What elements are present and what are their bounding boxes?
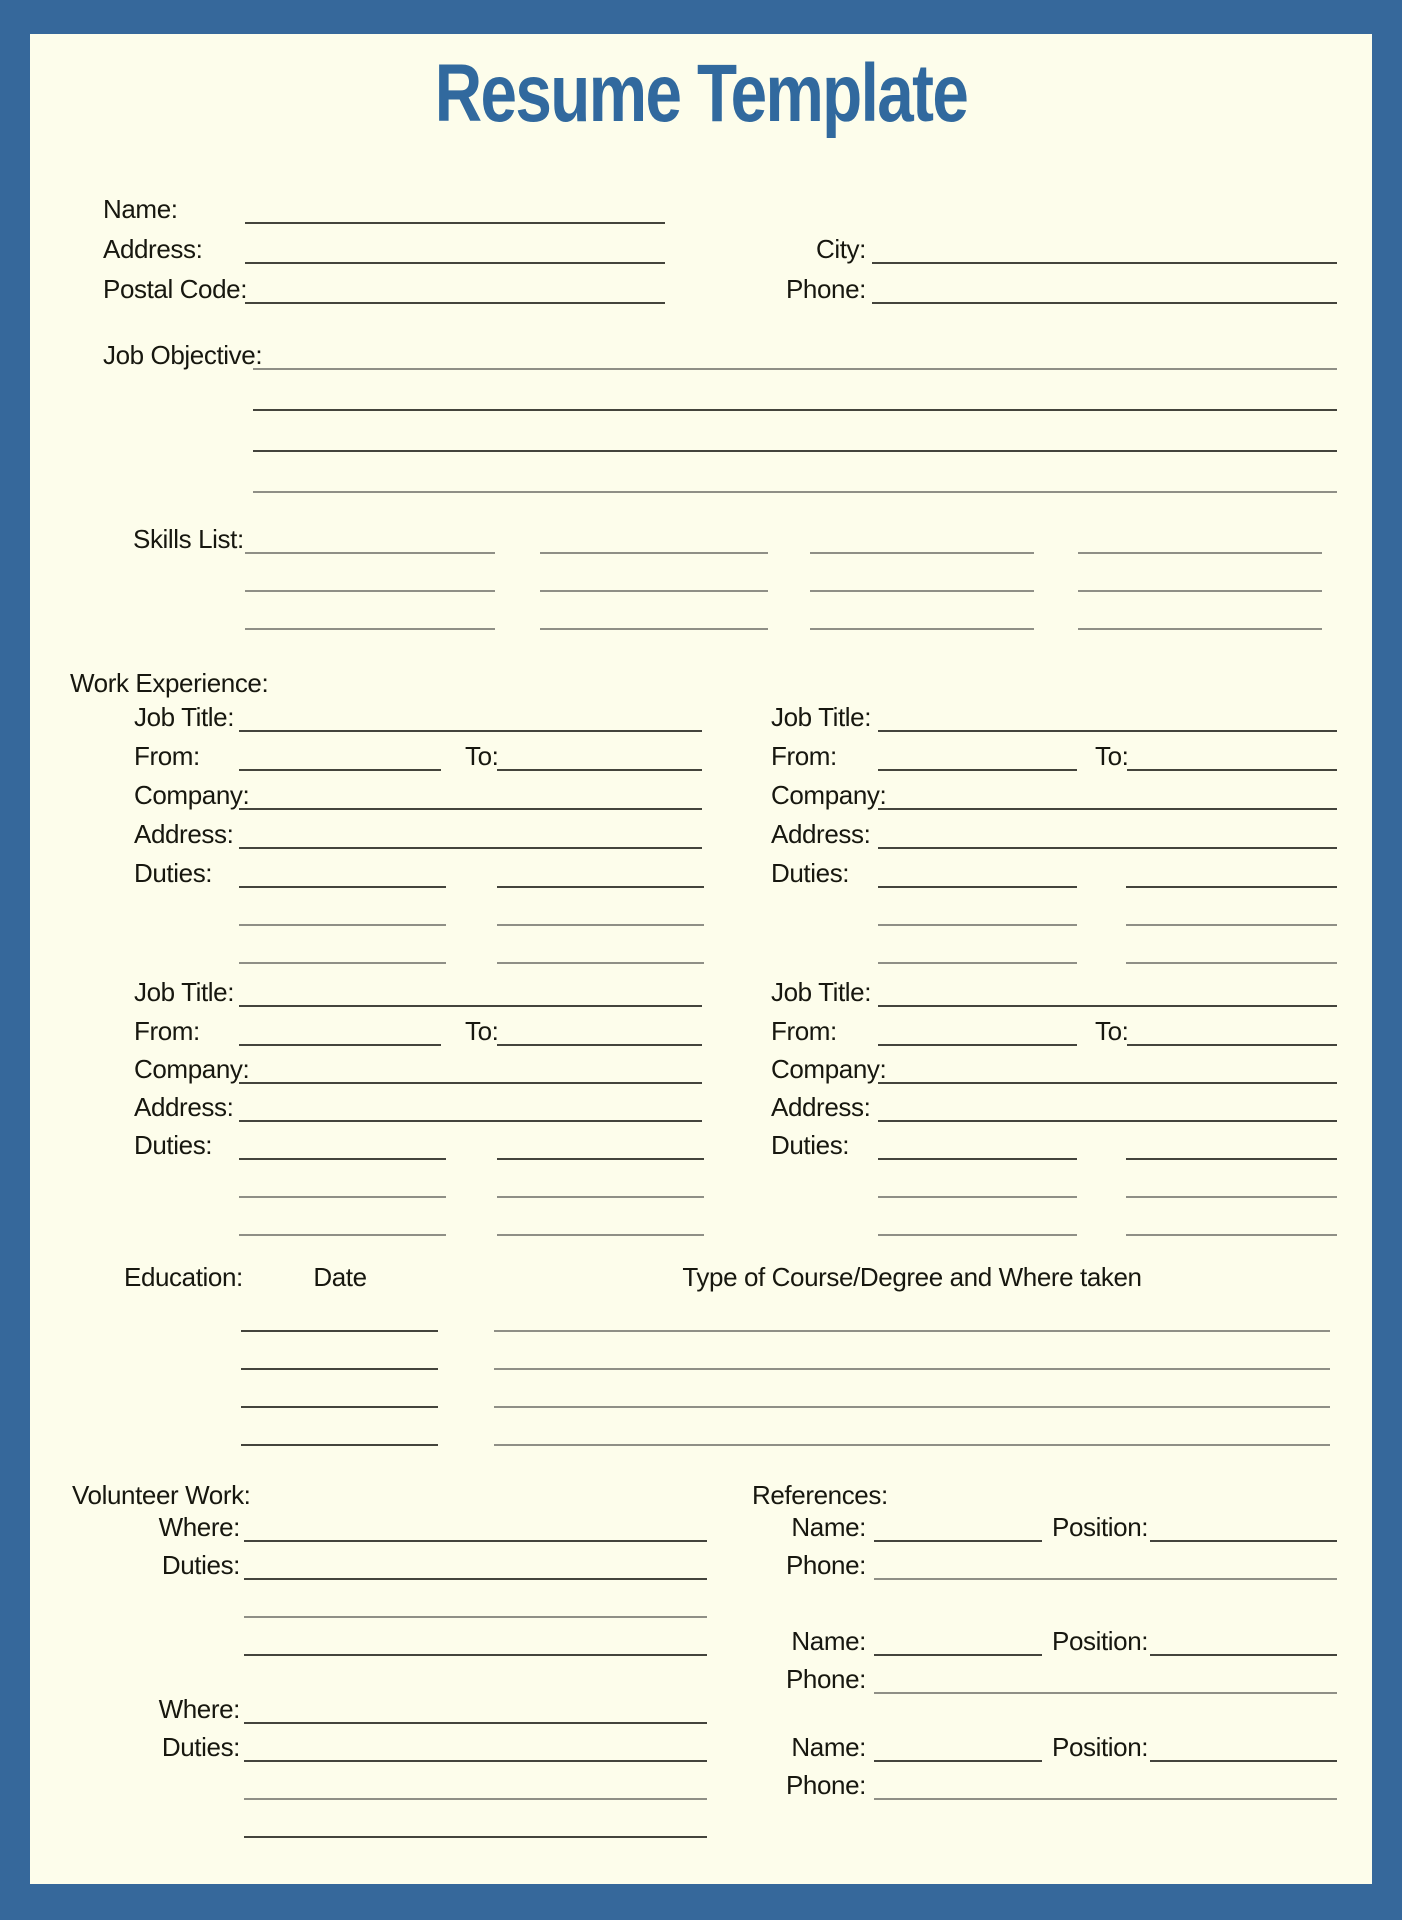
skills-line-r1c4[interactable] [1078,552,1322,554]
exp3-from-label: From: [134,1016,200,1046]
skills-line-r2c4[interactable] [1078,590,1322,592]
exp3-duties-line-r1b[interactable] [497,1158,704,1160]
job-objective-line-2[interactable] [253,409,1337,411]
education-date-line-4[interactable] [241,1444,438,1446]
exp4-duties-line-r1b[interactable] [1126,1158,1337,1160]
exp1-duties-line-r1b[interactable] [497,886,704,888]
volunteer2-where-label: Where: [158,1694,240,1724]
skills-line-r3c2[interactable] [540,628,768,630]
ref2-phone-line[interactable] [874,1692,1337,1694]
ref1-position-label: Position: [1052,1512,1149,1542]
exp1-duties-line-r1a[interactable] [239,886,446,888]
postal-code-label: Postal Code: [103,274,248,304]
exp1-address-label: Address: [134,819,234,849]
exp1-address-line[interactable] [239,847,702,849]
ref1-position-line[interactable] [1150,1540,1337,1542]
skills-line-r1c2[interactable] [540,552,768,554]
exp3-duties-line-r3b[interactable] [497,1234,704,1236]
ref3-name-label: Name: [791,1732,866,1762]
skills-line-r3c4[interactable] [1078,628,1322,630]
volunteer-work-label: Volunteer Work: [72,1480,251,1510]
skills-line-r2c3[interactable] [810,590,1034,592]
ref2-name-line[interactable] [874,1654,1042,1656]
ref2-position-line[interactable] [1150,1654,1337,1656]
education-date-line-2[interactable] [241,1368,438,1370]
work-experience-label: Work Experience: [70,668,269,698]
exp1-duties-label: Duties: [134,858,213,888]
volunteer1-duties-label: Duties: [161,1550,240,1580]
phone-label: Phone: [785,274,866,304]
volunteer2-duties-line-2[interactable] [244,1798,707,1800]
exp4-address-line[interactable] [878,1120,1337,1122]
education-course-line-1[interactable] [494,1330,1330,1332]
education-course-header: Type of Course/Degree and Where taken [682,1262,1142,1292]
exp4-from-line[interactable] [878,1044,1077,1046]
volunteer2-duties-label: Duties: [161,1732,240,1762]
ref1-name-label: Name: [791,1512,866,1542]
page-title: Resume Template [434,48,968,139]
exp4-address-label: Address: [771,1092,871,1122]
exp2-to-line[interactable] [1127,769,1337,771]
exp1-duties-line-r2a[interactable] [239,924,446,926]
exp4-duties-line-r2b[interactable] [1126,1196,1337,1198]
ref3-position-line[interactable] [1150,1760,1337,1762]
exp2-address-label: Address: [771,819,871,849]
education-course-line-3[interactable] [494,1406,1330,1408]
exp2-address-line[interactable] [878,847,1337,849]
city-label: City: [815,234,866,264]
exp2-duties-label: Duties: [771,858,850,888]
exp2-job-title-label: Job Title: [771,702,872,732]
ref3-name-line[interactable] [874,1760,1042,1762]
job-objective-line-3[interactable] [253,450,1337,452]
exp2-to-label: To: [1095,741,1129,771]
job-objective-line-4[interactable] [253,491,1337,493]
exp3-duties-label: Duties: [134,1130,213,1160]
volunteer1-duties-line-2[interactable] [244,1616,707,1618]
skills-line-r3c3[interactable] [810,628,1034,630]
skills-line-r1c1[interactable] [245,552,495,554]
address-field-line[interactable] [245,262,665,264]
exp1-to-line[interactable] [497,769,702,771]
exp4-from-label: From: [771,1016,837,1046]
phone-field-line[interactable] [872,302,1337,304]
education-date-header: Date [313,1262,367,1292]
exp2-job-title-line[interactable] [878,730,1337,732]
job-objective-label: Job Objective: [103,340,263,370]
exp3-company-line[interactable] [239,1082,702,1084]
exp2-duties-line-r1b[interactable] [1126,886,1337,888]
exp4-duties-label: Duties: [771,1130,850,1160]
exp1-company-label: Company: [134,780,250,810]
exp3-duties-line-r3a[interactable] [239,1234,446,1236]
exp4-to-label: To: [1095,1016,1129,1046]
exp4-company-label: Company: [771,1054,887,1084]
ref3-phone-line[interactable] [874,1798,1337,1800]
exp4-to-line[interactable] [1127,1044,1337,1046]
volunteer2-duties-line-3[interactable] [244,1836,707,1838]
exp1-to-label: To: [465,741,499,771]
exp4-duties-line-r3b[interactable] [1126,1234,1337,1236]
ref2-phone-label: Phone: [785,1664,866,1694]
exp1-job-title-line[interactable] [239,730,702,732]
ref1-phone-label: Phone: [785,1550,866,1580]
ref3-position-label: Position: [1052,1732,1149,1762]
exp2-company-line[interactable] [878,808,1337,810]
references-label: References: [752,1480,888,1510]
exp2-duties-line-r1a[interactable] [878,886,1077,888]
exp2-from-label: From: [771,741,837,771]
volunteer1-duties-line-1[interactable] [244,1578,707,1580]
job-objective-line-1[interactable] [253,368,1337,370]
exp2-duties-line-r3a[interactable] [878,962,1077,964]
exp2-duties-line-r2a[interactable] [878,924,1077,926]
skills-line-r2c1[interactable] [245,590,495,592]
ref1-phone-line[interactable] [874,1578,1337,1580]
exp3-job-title-line[interactable] [239,1005,702,1007]
skills-list-label: Skills List: [133,524,244,554]
exp2-from-line[interactable] [878,769,1077,771]
exp4-job-title-line[interactable] [878,1005,1337,1007]
education-date-line-1[interactable] [241,1330,438,1332]
exp2-duties-line-r2b[interactable] [1126,924,1337,926]
exp1-duties-line-r3a[interactable] [239,962,446,964]
exp1-duties-line-r2b[interactable] [497,924,704,926]
ref2-name-label: Name: [791,1626,866,1656]
education-course-line-2[interactable] [494,1368,1330,1370]
ref3-phone-label: Phone: [785,1770,866,1800]
skills-line-r3c1[interactable] [245,628,495,630]
exp3-duties-line-r2b[interactable] [497,1196,704,1198]
ref2-position-label: Position: [1052,1626,1149,1656]
postal-code-field-line[interactable] [245,302,665,304]
skills-line-r1c3[interactable] [810,552,1034,554]
exp4-company-line[interactable] [878,1082,1337,1084]
exp3-company-label: Company: [134,1054,250,1084]
exp1-job-title-label: Job Title: [134,702,235,732]
exp4-job-title-label: Job Title: [771,977,872,1007]
skills-line-r2c2[interactable] [540,590,768,592]
volunteer2-duties-line-1[interactable] [244,1760,707,1762]
exp3-address-label: Address: [134,1092,234,1122]
ref1-name-line[interactable] [874,1540,1042,1542]
name-label: Name: [103,194,178,224]
exp3-to-line[interactable] [497,1044,702,1046]
address-label: Address: [103,234,203,264]
paper-panel [30,34,1372,1884]
exp1-from-label: From: [134,741,200,771]
exp3-job-title-label: Job Title: [134,977,235,1007]
volunteer2-where-line[interactable] [244,1722,707,1724]
exp1-company-line[interactable] [239,808,702,810]
exp4-duties-line-r3a[interactable] [878,1234,1077,1236]
exp3-to-label: To: [465,1016,499,1046]
name-field-line[interactable] [245,222,665,224]
exp1-duties-line-r3b[interactable] [497,962,704,964]
exp3-duties-line-r1a[interactable] [239,1158,446,1160]
exp3-address-line[interactable] [239,1120,702,1122]
city-field-line[interactable] [872,262,1337,264]
volunteer1-duties-line-3[interactable] [244,1654,707,1656]
education-course-line-4[interactable] [494,1444,1330,1446]
exp2-company-label: Company: [771,780,887,810]
exp4-duties-line-r1a[interactable] [878,1158,1077,1160]
education-label: Education: [124,1262,243,1292]
volunteer1-where-label: Where: [158,1512,240,1542]
volunteer1-where-line[interactable] [244,1540,707,1542]
education-date-line-3[interactable] [241,1406,438,1408]
exp4-duties-line-r2a[interactable] [878,1196,1077,1198]
exp1-from-line[interactable] [239,769,441,771]
exp3-from-line[interactable] [239,1044,441,1046]
exp3-duties-line-r2a[interactable] [239,1196,446,1198]
exp2-duties-line-r3b[interactable] [1126,962,1337,964]
